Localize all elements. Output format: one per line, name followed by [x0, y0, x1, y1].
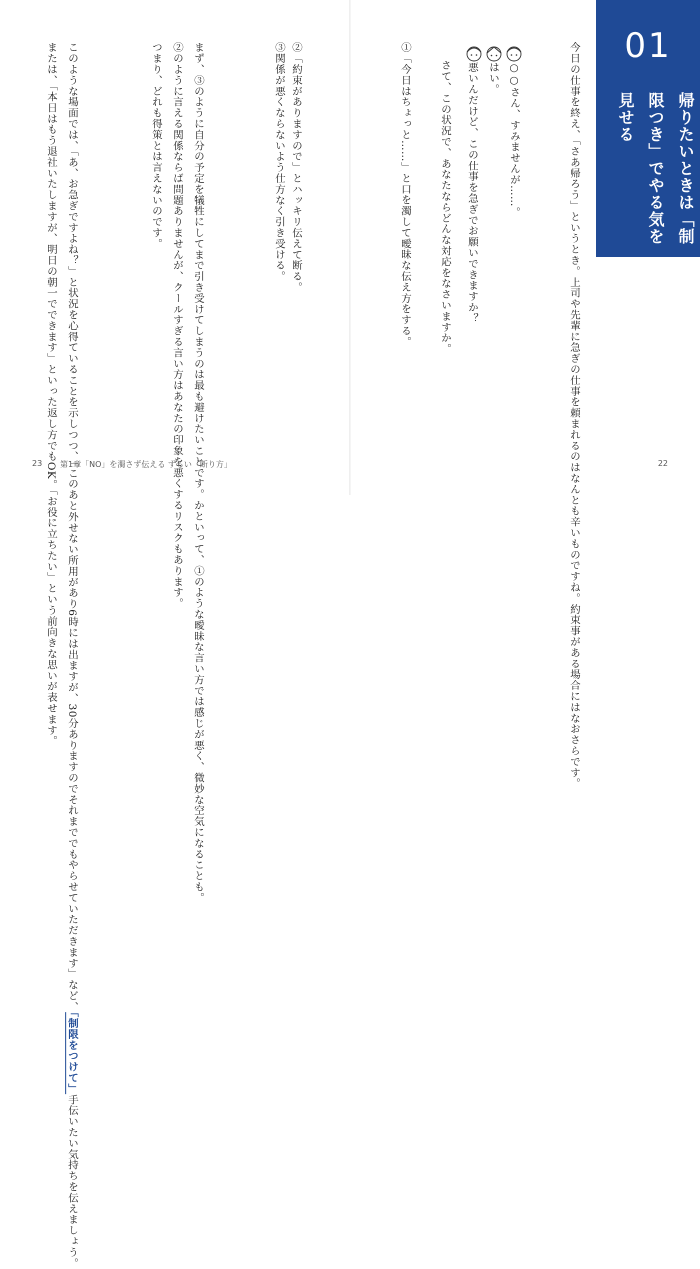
- option-two: ②「約束がありますので」とハッキリ伝えて断る。: [290, 42, 302, 293]
- dialog-line-2: はい。: [487, 62, 499, 95]
- advice-paragraph-2: または、「本日はもう退社いたしますが、明日の朝一でできます」といった返し方でもOK。「お役に立ちたい」という前向きな思いが表せます。: [45, 42, 57, 747]
- question-text: さて、この状況で、あなたならどんな対応をなさいますか。: [439, 60, 451, 355]
- colleague-avatar-2-icon: [467, 47, 481, 61]
- analysis-line-3: つまり、どれも得策とは言えないのです。: [150, 42, 162, 250]
- advice-block: [40, 42, 82, 1269]
- intro-paragraph: 今日の仕事を終え、「さあ帰ろう」というとき。上司や先輩に急ぎの仕事を頼まれるのはなんとも辛いものですね。約束事がある場合にはなおさらです。: [568, 42, 580, 789]
- question-block: [434, 60, 455, 360]
- right-page-number: 22: [657, 459, 668, 468]
- left-page-number: 23: [32, 459, 43, 468]
- right-page-body: [563, 42, 584, 789]
- option-one-block: [394, 42, 415, 362]
- dialog-line-1: ○○さん、すみませんが……。: [508, 62, 520, 218]
- option-three-block: [268, 42, 289, 372]
- page-gutter: [349, 0, 351, 495]
- self-avatar-icon: [487, 47, 501, 61]
- option-three: ③関係が悪くならないよう仕方なく引き受ける。: [273, 42, 285, 282]
- chapter-running-head: 第1章「NO」を濁さず伝える ずるい「断り方」: [60, 460, 232, 469]
- chapter-banner: [596, 0, 700, 257]
- section-number: 01: [624, 26, 672, 66]
- colleague-avatar-icon: [507, 47, 521, 61]
- analysis-block: [145, 42, 208, 904]
- analysis-line-1: まず、③のように自分の予定を犠牲にしてまで引き受けてしまうのは最も避けたいことです。かといって、①のような曖昧な言い方では感じが悪く、微妙な空気になることも。: [192, 42, 204, 904]
- analysis-line-2: ②のように言える関係ならば問題ありませんが、クールすぎる言い方はあなたの印象を悪くするリスクもあります。: [171, 42, 183, 609]
- option-one: ①「今日はちょっと……」と口を濁して曖昧な伝え方をする。: [399, 42, 411, 348]
- highlight-limit: 「制限をつけて」: [66, 1012, 78, 1095]
- section-title: 帰りたいときは「制限つき」でやる気を見せる: [616, 92, 695, 245]
- dialog-block: [461, 62, 524, 324]
- dialog-line-3: 悪いんだけど、この仕事を急ぎでお願いできますか？: [466, 62, 478, 324]
- advice-paragraph: このような場面では、「あ、お急ぎですよね？」と状況を心得ていることを示しつつ、「このあと外せない所用があり6時には出ますが、30分ありますのでそれまででもやらせていただきます」など、「制限をつけて」手伝いたい気持ちを伝えましょう。: [66, 42, 78, 1269]
